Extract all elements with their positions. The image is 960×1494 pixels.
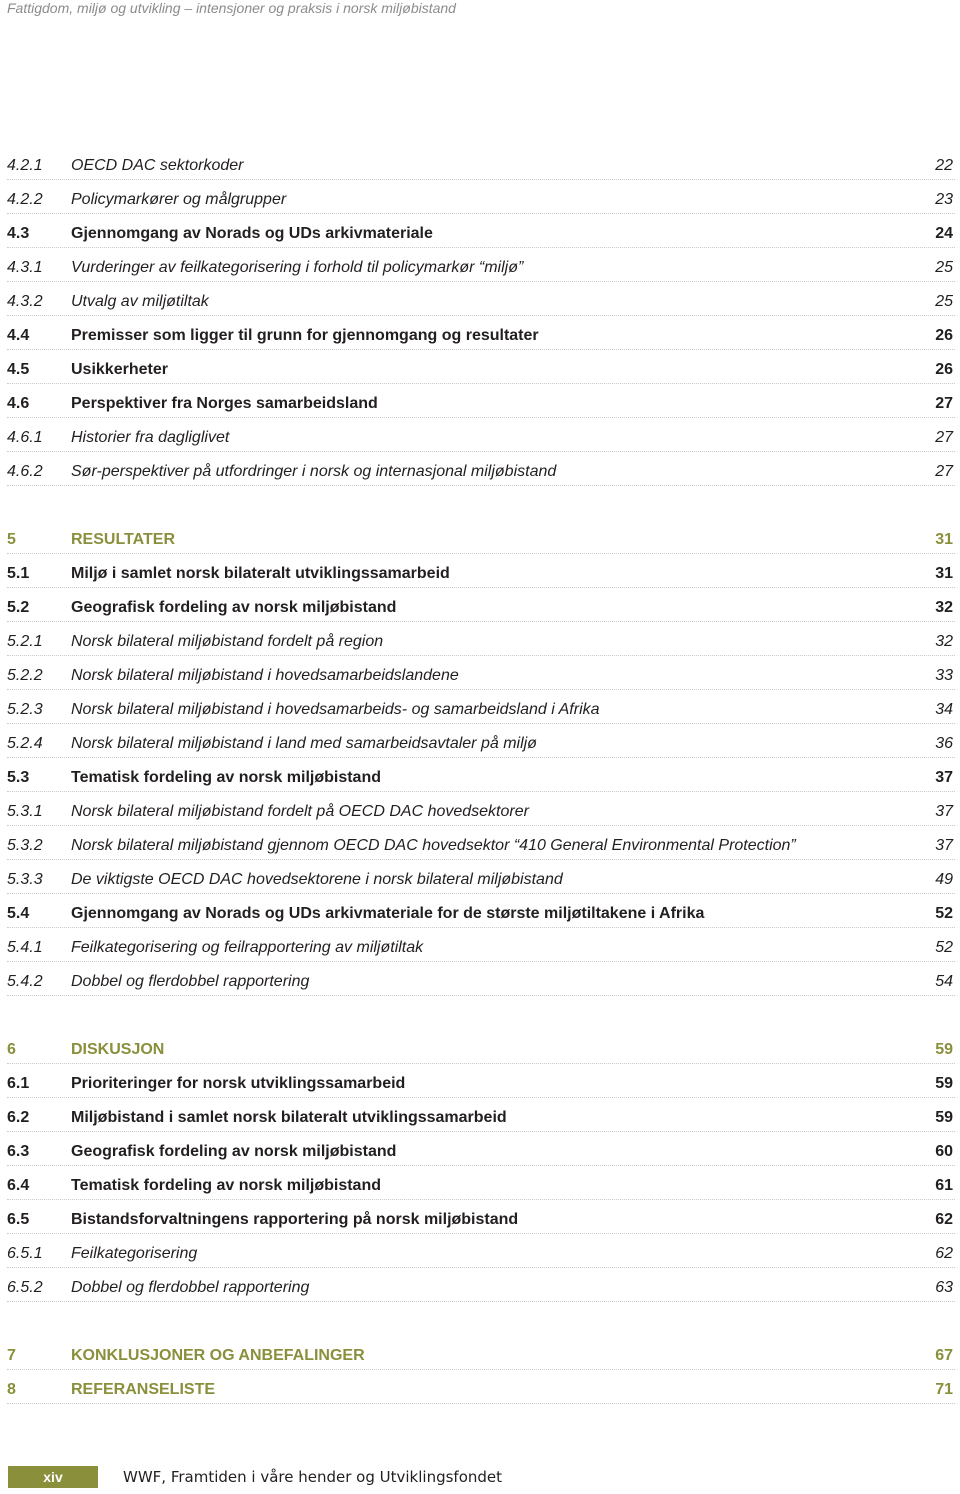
toc-entry-number: 5.1 <box>7 565 30 582</box>
toc-entry-number: 5.3 <box>7 769 30 786</box>
toc-entry[interactable] <box>7 459 955 486</box>
toc-entry-number: 6.2 <box>7 1109 30 1126</box>
toc-entry-number: 6 <box>7 1041 16 1058</box>
page-footer <box>0 1466 960 1490</box>
toc-entry-page: 62 <box>935 1245 953 1262</box>
toc-entry[interactable] <box>7 561 955 588</box>
toc-entry-page: 59 <box>935 1041 953 1058</box>
toc-entry-title: Perspektiver fra Norges samarbeidsland <box>71 395 378 412</box>
toc-entry-title: Prioriteringer for norsk utviklingssamarbeid <box>71 1075 406 1092</box>
toc-entry-title: OECD DAC sektorkoder <box>71 157 244 174</box>
toc-entry-page: 25 <box>935 259 953 276</box>
toc-entry-title: Norsk bilateral miljøbistand i hovedsamarbeids- og samarbeidsland i Afrika <box>71 701 600 718</box>
toc-entry-title: Dobbel og flerdobbel rapportering <box>71 1279 310 1296</box>
toc-entry[interactable] <box>7 697 955 724</box>
toc-entry-page: 34 <box>935 701 953 718</box>
toc-entry-title: Geografisk fordeling av norsk miljøbistand <box>71 1143 397 1160</box>
toc-entry-page: 23 <box>935 191 953 208</box>
toc-entry-title: Geografisk fordeling av norsk miljøbistand <box>71 599 397 616</box>
toc-entry-number: 4.6 <box>7 395 30 412</box>
toc-entry-number: 6.3 <box>7 1143 30 1160</box>
toc-entry-page: 27 <box>935 395 953 412</box>
toc-entry[interactable] <box>7 1241 955 1268</box>
toc-entry[interactable] <box>7 731 955 758</box>
toc-entry[interactable] <box>7 357 955 384</box>
toc-entry-number: 4.4 <box>7 327 30 344</box>
toc-entry-number: 6.5.1 <box>7 1245 43 1262</box>
toc-entry-number: 5.3.1 <box>7 803 43 820</box>
toc-entry-title: Norsk bilateral miljøbistand fordelt på OECD DAC hovedsektorer <box>71 803 529 820</box>
toc-entry-title: Gjennomgang av Norads og UDs arkivmateriale for de største miljøtiltakene i Afrika <box>71 905 705 922</box>
toc-entry-title: Utvalg av miljøtiltak <box>71 293 209 310</box>
toc-entry-number: 6.5 <box>7 1211 30 1228</box>
toc-entry-title: Feilkategorisering <box>71 1245 198 1262</box>
toc-entry[interactable] <box>7 323 955 350</box>
toc-entry-title: KONKLUSJONER OG ANBEFALINGER <box>71 1347 365 1364</box>
toc-entry[interactable] <box>7 187 955 214</box>
toc-entry-page: 37 <box>935 803 953 820</box>
toc-entry[interactable] <box>7 1275 955 1302</box>
toc-entry-title: Historier fra dagliglivet <box>71 429 230 446</box>
toc-entry-title: REFERANSELISTE <box>71 1381 216 1398</box>
footer-text: WWF, Framtiden i våre hender og Utviklingsfondet <box>123 1468 503 1486</box>
toc-entry[interactable] <box>7 425 955 452</box>
toc-entry-title: Tematisk fordeling av norsk miljøbistand <box>71 769 381 786</box>
toc-entry-number: 5.2.4 <box>7 735 43 752</box>
toc-entry-title: Premisser som ligger til grunn for gjennomgang og resultater <box>71 327 539 344</box>
toc-entry-page: 62 <box>935 1211 953 1228</box>
toc-entry-page: 26 <box>935 361 953 378</box>
toc-entry-page: 59 <box>935 1075 953 1092</box>
toc-entry[interactable] <box>7 1377 955 1404</box>
toc-entry-page: 27 <box>935 429 953 446</box>
toc-entry-number: 8 <box>7 1381 16 1398</box>
toc-entry-page: 33 <box>935 667 953 684</box>
toc-entry-title: De viktigste OECD DAC hovedsektorene i norsk bilateral miljøbistand <box>71 871 563 888</box>
toc-entry-number: 6.1 <box>7 1075 30 1092</box>
toc-entry-page: 27 <box>935 463 953 480</box>
toc-entry-page: 37 <box>935 837 953 854</box>
toc-entry-number: 4.5 <box>7 361 30 378</box>
toc-entry-number: 5.2 <box>7 599 30 616</box>
toc-entry-page: 22 <box>935 157 953 174</box>
toc-entry-number: 5.2.2 <box>7 667 43 684</box>
toc-entry-title: Feilkategorisering og feilrapportering av miljøtiltak <box>71 939 424 956</box>
toc-entry-number: 5 <box>7 531 16 548</box>
toc-entry-page: 52 <box>935 905 953 922</box>
toc-entry[interactable] <box>7 629 955 656</box>
toc-entry[interactable] <box>7 935 955 962</box>
toc-entry[interactable] <box>7 153 955 180</box>
toc-entry-title: Usikkerheter <box>71 361 168 378</box>
toc-entry-number: 5.4 <box>7 905 30 922</box>
toc-entry-number: 5.3.2 <box>7 837 43 854</box>
toc-entry-title: Norsk bilateral miljøbistand i hovedsamarbeidslandene <box>71 667 459 684</box>
toc-entry-page: 31 <box>935 531 953 548</box>
toc-entry-title: DISKUSJON <box>71 1041 165 1058</box>
toc-entry[interactable] <box>7 391 955 418</box>
toc-entry[interactable] <box>7 1139 955 1166</box>
toc-entry-title: Norsk bilateral miljøbistand i land med samarbeidsavtaler på miljø <box>71 735 537 752</box>
toc-entry-title: Policymarkører og målgrupper <box>71 191 287 208</box>
toc-entry[interactable] <box>7 867 955 894</box>
toc-entry[interactable] <box>7 765 955 792</box>
toc-entry-page: 25 <box>935 293 953 310</box>
toc-entry[interactable] <box>7 1105 955 1132</box>
toc-entry[interactable] <box>7 595 955 622</box>
toc-entry-number: 5.2.3 <box>7 701 43 718</box>
toc-entry-title: Miljøbistand i samlet norsk bilateralt utviklingssamarbeid <box>71 1109 507 1126</box>
toc-entry-number: 4.3.1 <box>7 259 43 276</box>
toc-entry-page: 54 <box>935 973 953 990</box>
toc-entry-number: 4.2.1 <box>7 157 43 174</box>
toc-entry-title: Dobbel og flerdobbel rapportering <box>71 973 310 990</box>
toc-entry[interactable] <box>7 969 955 996</box>
toc-entry-number: 5.3.3 <box>7 871 43 888</box>
toc-entry-page: 49 <box>935 871 953 888</box>
toc-entry[interactable] <box>7 799 955 826</box>
toc-entry[interactable] <box>7 1037 955 1064</box>
toc-entry[interactable] <box>7 289 955 316</box>
toc-entry-title: Norsk bilateral miljøbistand gjennom OECD DAC hovedsektor “410 General Environmental Protection” <box>71 837 796 854</box>
toc-entry[interactable] <box>7 1207 955 1234</box>
toc-entry[interactable] <box>7 527 955 554</box>
toc-entry-number: 6.5.2 <box>7 1279 43 1296</box>
toc-entry-title: Bistandsforvaltningens rapportering på norsk miljøbistand <box>71 1211 519 1228</box>
toc-entry-number: 4.3 <box>7 225 30 242</box>
toc-entry[interactable] <box>7 663 955 690</box>
toc-entry-number: 5.4.2 <box>7 973 43 990</box>
toc-entry-number: 7 <box>7 1347 16 1364</box>
toc-entry[interactable] <box>7 221 955 248</box>
toc-entry[interactable] <box>7 1343 955 1370</box>
toc-entry-page: 36 <box>935 735 953 752</box>
toc-entry-title: Sør-perspektiver på utfordringer i norsk og internasjonal miljøbistand <box>71 463 557 480</box>
toc-entry-title: RESULTATER <box>71 531 175 548</box>
toc-entry-page: 24 <box>935 225 953 242</box>
toc-entry-number: 4.3.2 <box>7 293 43 310</box>
toc-entry[interactable] <box>7 901 955 928</box>
toc-entry-page: 52 <box>935 939 953 956</box>
toc-entry-page: 32 <box>935 599 953 616</box>
toc-entry-page: 63 <box>935 1279 953 1296</box>
toc-entry-page: 59 <box>935 1109 953 1126</box>
toc-entry-number: 5.4.1 <box>7 939 43 956</box>
page-number: xiv <box>8 1466 98 1488</box>
toc-entry-page: 67 <box>935 1347 953 1364</box>
toc-entry-page: 61 <box>935 1177 953 1194</box>
toc-entry[interactable] <box>7 255 955 282</box>
toc-entry-page: 60 <box>935 1143 953 1160</box>
toc-entry-number: 4.6.2 <box>7 463 43 480</box>
toc-entry-page: 31 <box>935 565 953 582</box>
toc-entry-title: Miljø i samlet norsk bilateralt utviklingssamarbeid <box>71 565 450 582</box>
toc-entry[interactable] <box>7 1173 955 1200</box>
toc-entry-title: Tematisk fordeling av norsk miljøbistand <box>71 1177 381 1194</box>
toc-entry[interactable] <box>7 833 955 860</box>
toc-entry-number: 4.2.2 <box>7 191 43 208</box>
toc-entry-page: 37 <box>935 769 953 786</box>
running-header: Fattigdom, miljø og utvikling – intensjoner og praksis i norsk miljøbistand <box>7 0 456 16</box>
toc-entry-number: 5.2.1 <box>7 633 43 650</box>
toc-entry-page: 32 <box>935 633 953 650</box>
toc-entry-title: Norsk bilateral miljøbistand fordelt på region <box>71 633 384 650</box>
toc-entry-number: 4.6.1 <box>7 429 43 446</box>
toc-entry[interactable] <box>7 1071 955 1098</box>
toc-entry-title: Vurderinger av feilkategorisering i forhold til policymarkør “miljø” <box>71 259 524 276</box>
toc-entry-title: Gjennomgang av Norads og UDs arkivmateriale <box>71 225 433 242</box>
toc-entry-number: 6.4 <box>7 1177 30 1194</box>
toc-entry-page: 26 <box>935 327 953 344</box>
toc-entry-page: 71 <box>935 1381 953 1398</box>
